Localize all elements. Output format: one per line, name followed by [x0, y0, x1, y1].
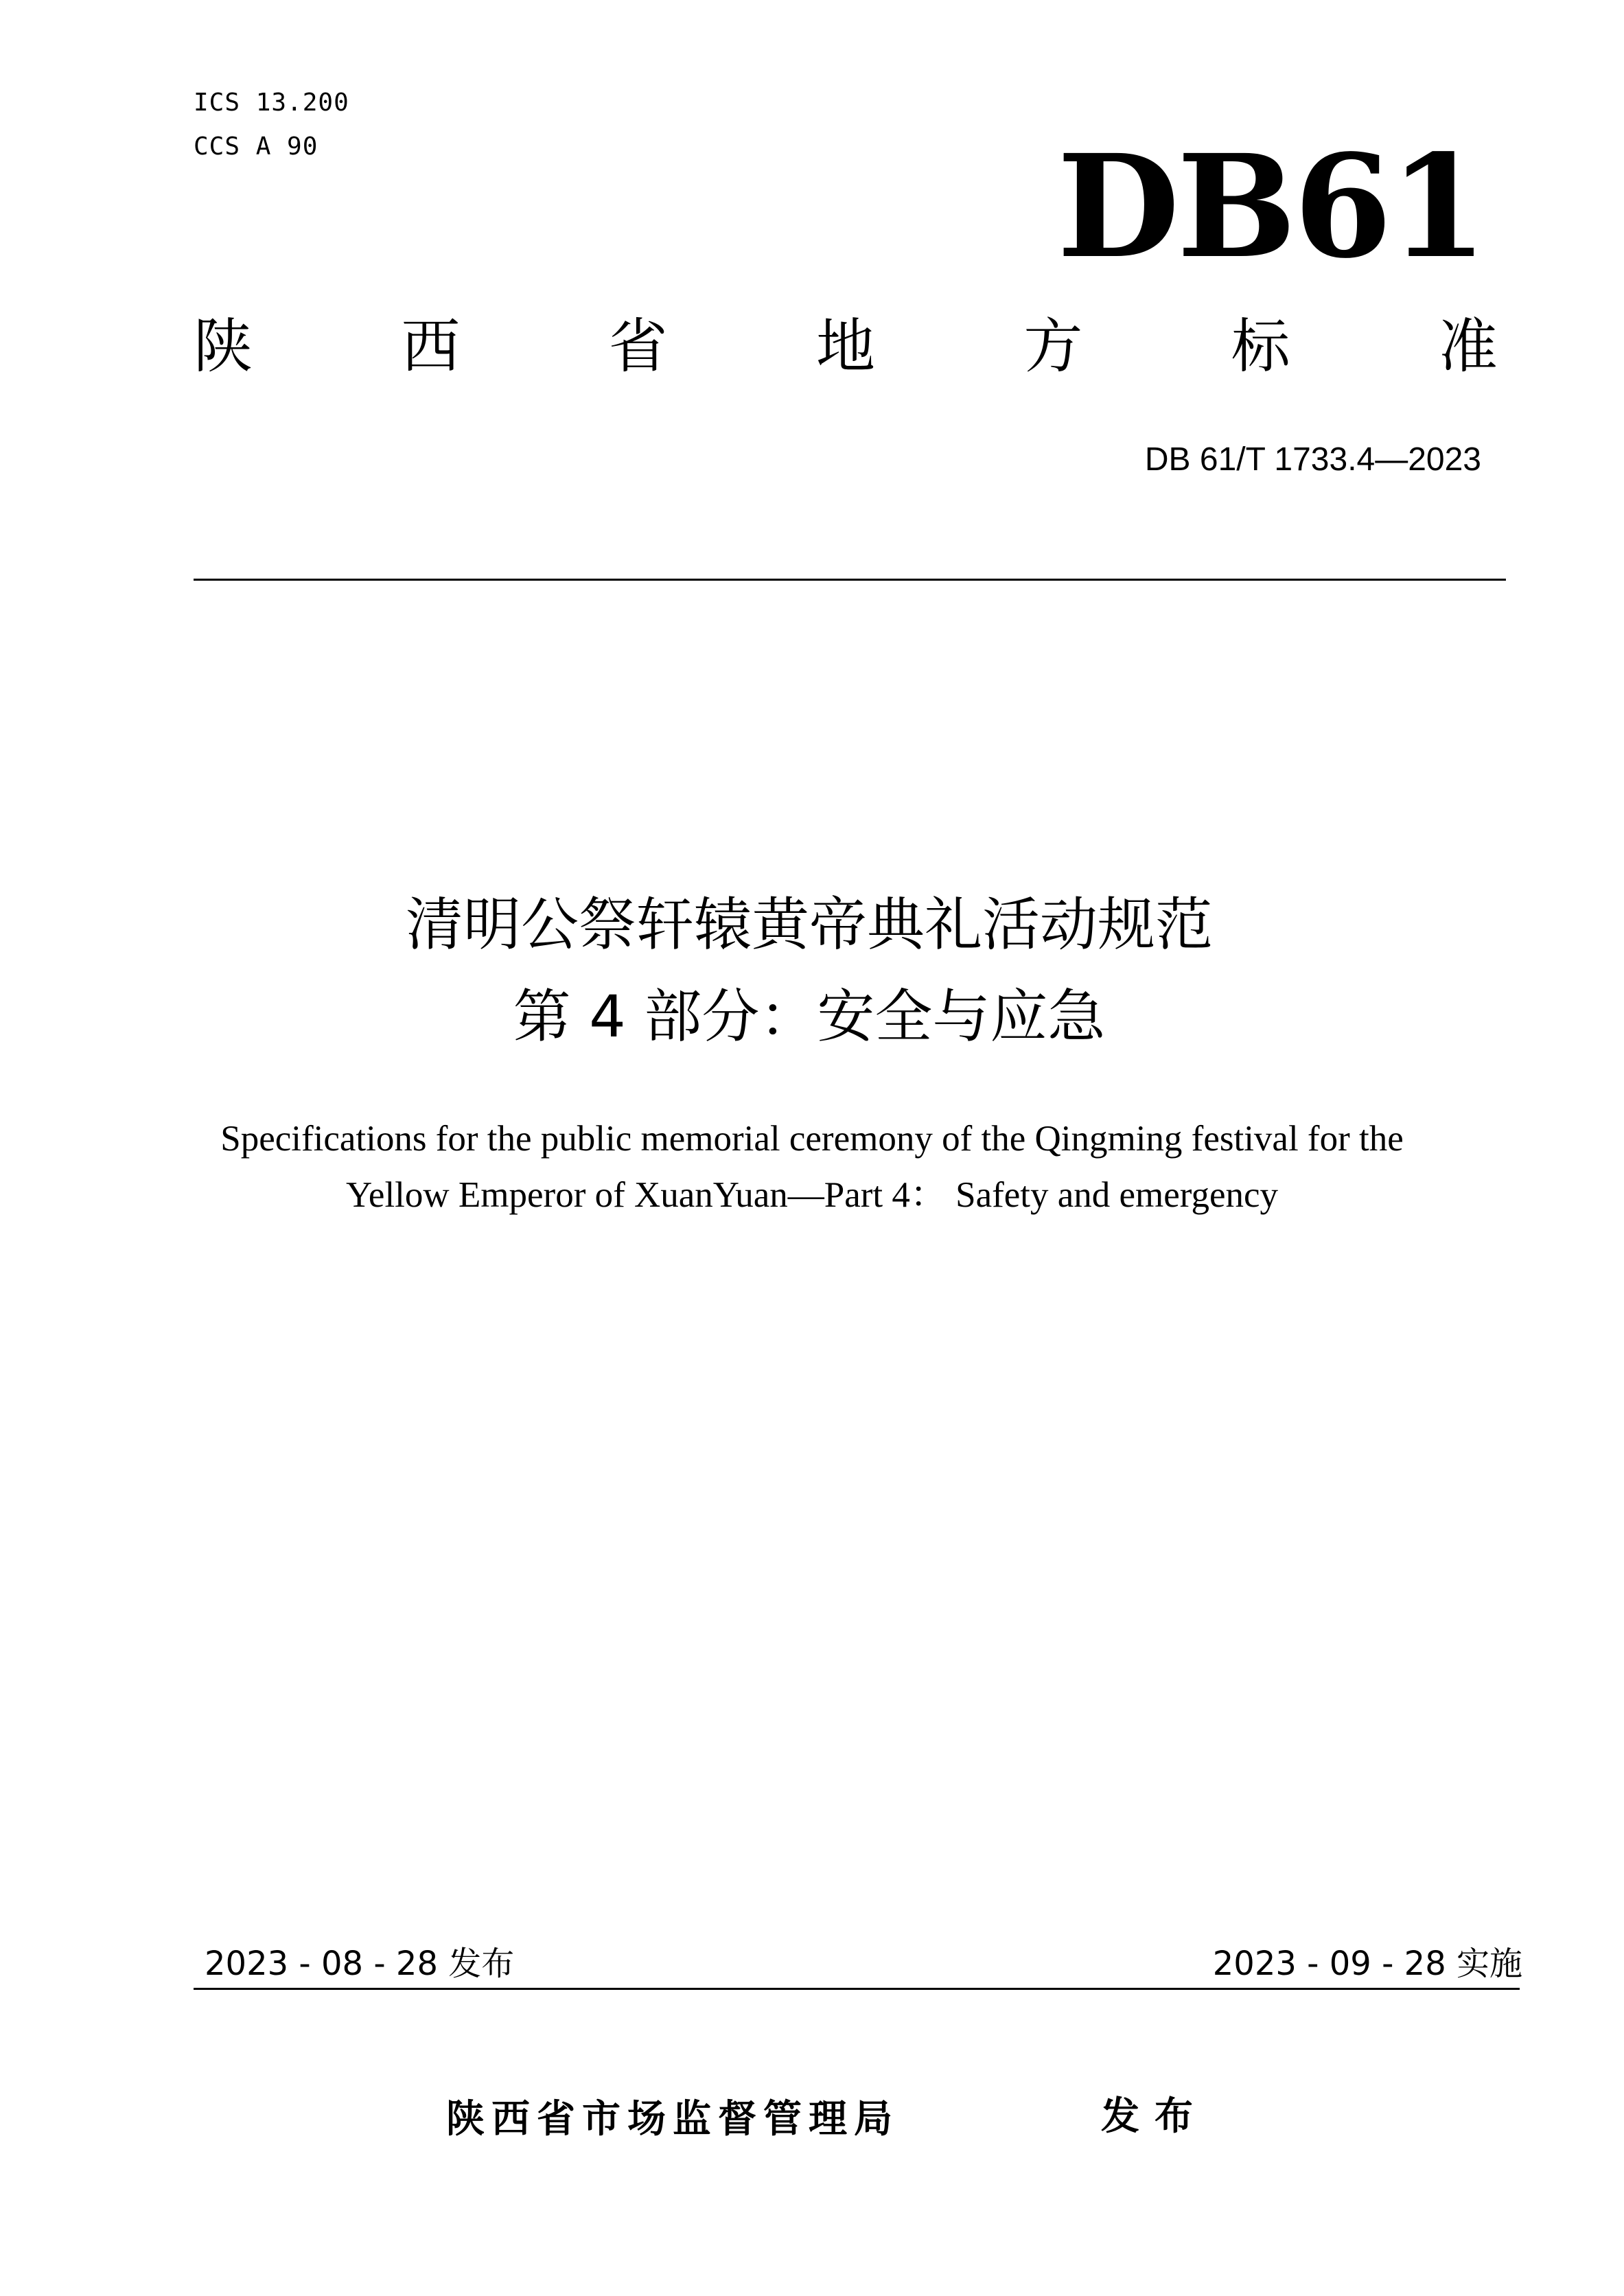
title-cn-line2: 第 4 部分：安全与应急: [513, 983, 1106, 1050]
standard-type-char: 准: [1438, 312, 1498, 381]
ccs-code: CCS A 90: [194, 132, 318, 161]
standard-type-char: 陕: [194, 312, 253, 381]
standard-number: DB 61/T 1733.4—2023: [1144, 441, 1481, 478]
standard-type-char: 西: [401, 312, 461, 381]
implementation-date: 2023 - 09 - 28 实施: [1212, 1945, 1522, 1983]
title-en-line2: Yellow Emperor of XuanYuan—Part 4： Safety and emergency: [345, 1175, 1279, 1215]
standard-type-char: 省: [608, 312, 668, 381]
standard-type-char: 标: [1231, 312, 1290, 381]
db61-logo: DB61: [1057, 124, 1485, 290]
standard-type-heading: [194, 312, 1498, 381]
footer-divider: [194, 1988, 1520, 1990]
classification-codes: [194, 81, 349, 169]
ics-code: ICS 13.200: [194, 89, 349, 117]
title-en-line1: Specifications for the public memorial ceremony of the Qingming festival for the: [220, 1119, 1404, 1159]
title-cn-line1: 清明公祭轩辕黄帝典礼活动规范: [405, 891, 1213, 958]
header-divider: [194, 579, 1506, 581]
issuing-authority: 陕西省市场监督管理局: [446, 2097, 899, 2142]
publish-date: 2023 - 08 - 28 发布: [205, 1945, 515, 1983]
standard-type-char: 方: [1023, 312, 1083, 381]
issue-label: 发布: [1101, 2094, 1208, 2139]
standard-type-char: 地: [815, 312, 875, 381]
